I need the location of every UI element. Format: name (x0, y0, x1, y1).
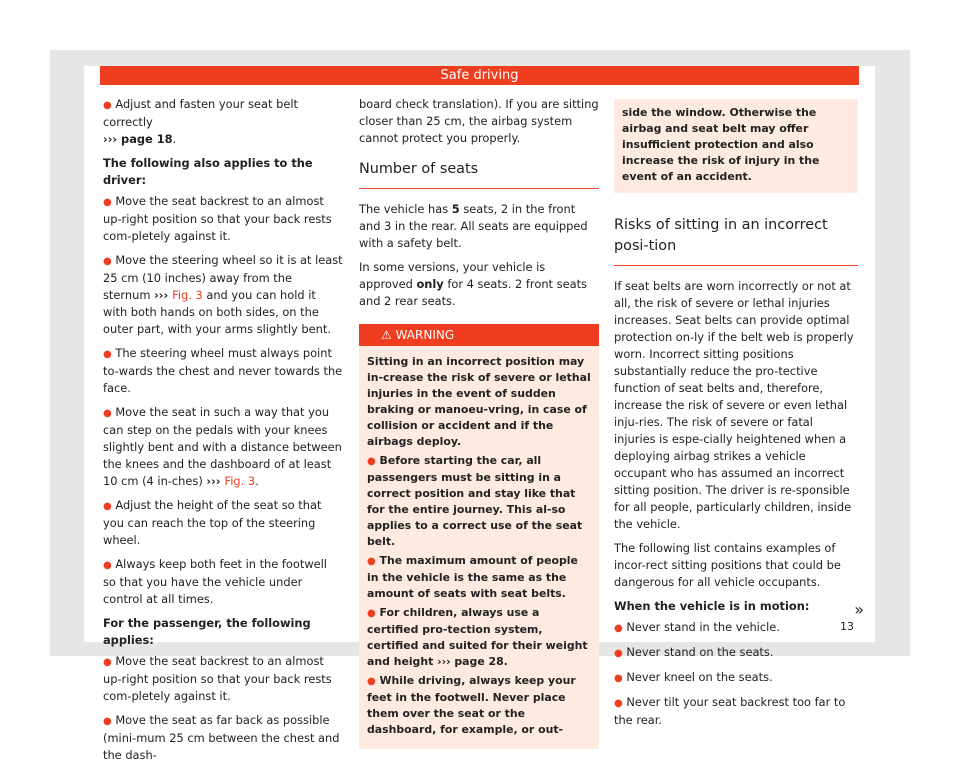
list-item: ● Never tilt your seat backrest too far to the rear. (614, 695, 846, 727)
warning-item: ● For children, always use a certified pro-tection system, certified and suited for their weight and height ››› page 28. (367, 606, 588, 668)
warning-box (359, 324, 599, 749)
warning-text: Sitting in an incorrect position may in-crease the risk of severe or lethal injuries in the event of sudden braking or manoeu-vring, in case of collision or accident and if the airbags deploy. (367, 355, 591, 448)
column-2 (359, 96, 599, 749)
warning-header: ⚠ WARNING (359, 324, 599, 346)
column-3 (614, 99, 858, 736)
page-number: 13 (840, 620, 854, 633)
paragraph: The vehicle has 5 seats, 2 in the front and 3 in the rear. All seats are equipped with a safety belt. (359, 202, 588, 250)
passenger-heading: For the passenger, the following applies: (103, 616, 311, 647)
list-item: ● Never stand in the vehicle. (614, 620, 780, 634)
paragraph: If seat belts are worn incorrectly or not at all, the risk of severe or lethal injuries increases. Seat belts can provide optimal protection on-ly if the belt web is properly worn. Incorrect sitting positions substantially reduce the pro-tective function of seat belts and, therefore, increase the risk of severe or even lethal inju-ries. The risk of severe or fatal injuries is espe-cially heightened when a deploying airbag strikes a vehicle occupant who has assumed an incorrect sitting position. The driver is re-sponsible for all people, particularly children, inside the vehicle. (614, 279, 854, 531)
motion-heading: When the vehicle is in motion: (614, 599, 810, 613)
column-1 (103, 96, 343, 771)
list-item: ● The steering wheel must always point to-wards the chest and never towards the face. (103, 346, 343, 395)
section-title-number-of-seats: Number of seats (359, 159, 599, 189)
continue-arrow-icon: » (854, 600, 864, 619)
list-item: ● Move the seat backrest to an almost up-right position so that your back rests com-pletely against it. (103, 654, 332, 703)
section-title-risks: Risks of sitting in an incorrect posi-tion (614, 215, 858, 266)
list-item: ● Adjust and fasten your seat belt correctly ››› page 18. (103, 97, 298, 146)
page-reference-link[interactable]: ››› page 18 (103, 132, 173, 146)
warning-item: ● The maximum amount of people in the vehicle is the same as the amount of seats with seat belts. (367, 554, 578, 600)
page-reference-link[interactable]: ››› page 28 (437, 655, 504, 668)
list-item: ● Move the steering wheel so it is at least 25 cm (10 inches) away from the sternum ››› Fig. 3 and you can hold it with both hands on both sides, on the outer part, with your arms slightly bent. (103, 253, 343, 336)
list-item: ● Move the seat backrest to an almost up-right position so that your back rests com-pletely against it. (103, 194, 332, 243)
figure-reference-link[interactable]: Fig. 3 (224, 474, 256, 488)
warning-item: ● While driving, always keep your feet in the footwell. Never place them over the seat or the dashboard, for example, or out- (367, 674, 576, 736)
list-item: ● Move the seat in such a way that you can step on the pedals with your knees slightly bent and with a distance between the knees and the dashboard of at least 10 cm (4 in-ches) ››› Fig. 3. (103, 405, 342, 488)
warning-item: ● Before starting the car, all passengers must be sitting in a correct position and stay like that for the entire journey. This al-so applies to a correct use of the seat belt. (367, 454, 583, 548)
driver-heading: The following also applies to the driver: (103, 156, 313, 187)
paragraph: In some versions, your vehicle is approved only for 4 seats. 2 front seats and 2 rear seats. (359, 260, 587, 308)
list-item: ● Always keep both feet in the footwell so that you have the vehicle under control at all times. (103, 557, 327, 606)
list-item: ● Never kneel on the seats. (614, 670, 773, 684)
list-item: ● Move the seat as far back as possible (mini-mum 25 cm between the chest and the dash- (103, 713, 340, 762)
paragraph: board check translation). If you are sitting closer than 25 cm, the airbag system cannot protect you properly. (359, 97, 599, 145)
list-item: ● Never stand on the seats. (614, 645, 774, 659)
warning-box-continued: side the window. Otherwise the airbag and seat belt may offer insufficient protection and also increase the risk of injury in the event of an accident. (614, 99, 858, 193)
list-item: ● Adjust the height of the seat so that you can reach the top of the steering wheel. (103, 498, 322, 547)
warning-triangle-icon: ⚠ (381, 328, 392, 342)
page-header: Safe driving (100, 66, 859, 85)
paragraph: The following list contains examples of incor-rect sitting positions that could be dangerous for all vehicle occupants. (614, 541, 841, 589)
figure-reference-link[interactable]: Fig. 3 (172, 288, 203, 302)
